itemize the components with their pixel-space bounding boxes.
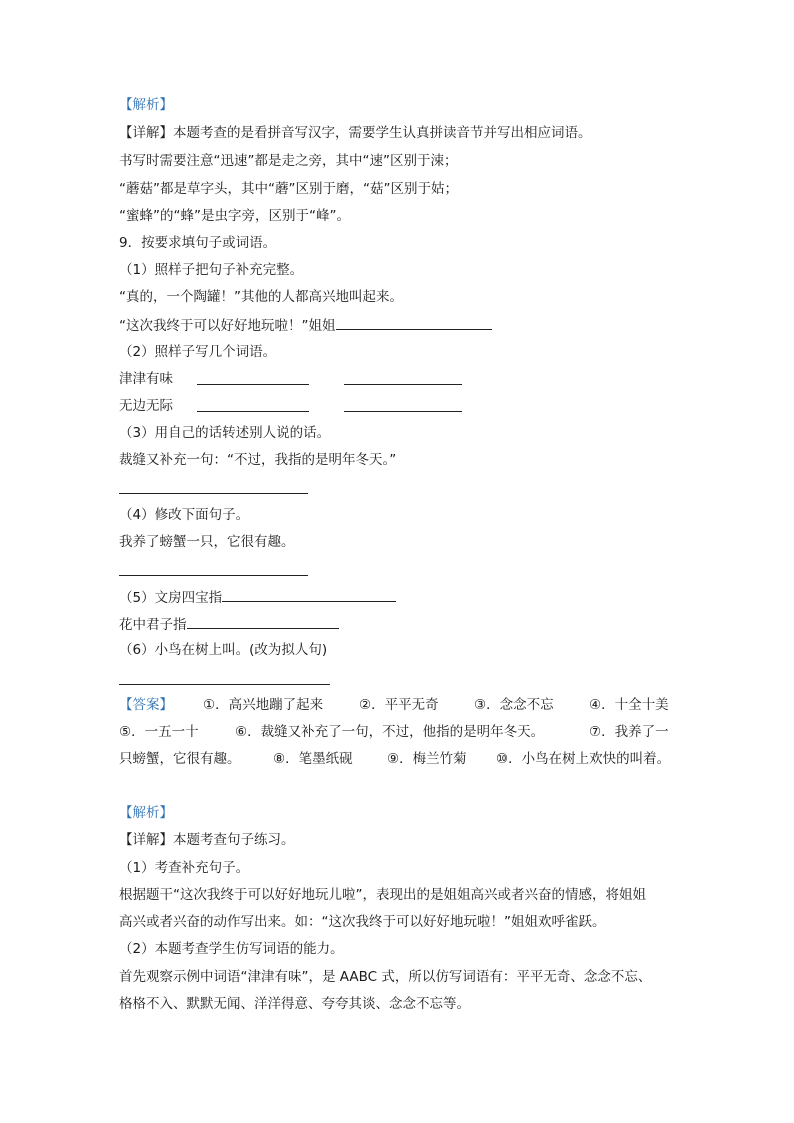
q9-example-1: “真的，一个陶罐！”其他的人都高兴地叫起来。	[119, 289, 403, 305]
q9-example-2-text: “这次我终于可以好好地玩啦！”姐姐	[119, 318, 336, 334]
q9-part-5b	[119, 614, 339, 634]
q9-part-1: （1）照样子把句子补充完整。	[119, 262, 304, 278]
analysis-heading-2: 【解析】	[119, 805, 173, 821]
q9-sentence-4: 我养了螃蟹一只，它很有趣。	[119, 534, 295, 550]
answer-label: 【答案】	[119, 697, 173, 713]
answer-8: ⑧．笔墨纸砚	[273, 751, 353, 767]
analysis-text-1: 根据题干“这次我终于可以好好地玩儿啦”，表现出的是姐姐高兴或者兴奋的情感，将姐姐	[119, 887, 646, 903]
answer-blank	[197, 384, 309, 385]
answer-10: ⑩．小鸟在树上欢快的叫着。	[496, 751, 671, 767]
answer-blank	[222, 587, 396, 602]
analysis-line-1: 书写时需要注意“迅速”都是走之旁，其中“速”区别于涑；	[119, 153, 458, 169]
q9-part-5b-text: 花中君子指	[119, 617, 187, 633]
answer-5: ⑤．一五一十	[119, 724, 199, 740]
analysis-part-1: （1）考查补充句子。	[119, 860, 250, 876]
q9-part-5a-text: （5）文房四宝指	[119, 590, 223, 606]
answer-7: ⑦．我养了一	[589, 724, 669, 740]
answer-blank	[344, 411, 462, 412]
analysis-heading: 【解析】	[119, 97, 173, 113]
q9-word-2: 无边无际	[119, 398, 173, 414]
detail-text-2: 【详解】本题考查句子练习。	[119, 832, 295, 848]
answer-1: ①．高兴地蹦了起来	[203, 697, 324, 713]
answer-blank	[119, 684, 330, 685]
q9-part-3: （3）用自己的话转述别人说的话。	[119, 425, 331, 441]
answer-2: ②．平平无奇	[359, 697, 439, 713]
q9-part-4: （4）修改下面句子。	[119, 507, 250, 523]
answer-4: ④．十全十美	[589, 697, 669, 713]
q9-example-2	[119, 315, 492, 335]
q9-part-5a	[119, 587, 396, 607]
analysis-line-3: “蜜蜂”的“蜂”是虫字旁，区别于“峰”。	[119, 208, 350, 224]
question-9-title: 9．按要求填句子或词语。	[119, 235, 277, 251]
answer-blank	[119, 575, 308, 576]
q9-sentence-3: 裁缝又补充一句：“不过，我指的是明年冬天。”	[119, 452, 397, 468]
q9-part-6: （6）小鸟在树上叫。(改为拟人句)	[119, 642, 328, 658]
answer-blank	[336, 315, 492, 330]
answer-3: ③．念念不忘	[474, 697, 554, 713]
analysis-text-3: 首先观察示例中词语“津津有味”，是 AABC 式，所以仿写词语有：平平无奇、念念不忘、	[119, 969, 652, 985]
answer-blank	[187, 614, 339, 629]
answer-7-continued: 只螃蟹，它很有趣。	[119, 751, 241, 767]
q9-word-1: 津津有味	[119, 371, 173, 387]
analysis-text-2: 高兴或者兴奋的动作写出来。如：“这次我终于可以好好地玩啦！”姐姐欢呼雀跃。	[119, 914, 606, 930]
answer-blank	[197, 411, 309, 412]
answer-blank	[344, 384, 462, 385]
analysis-text-4: 格格不入、默默无闻、洋洋得意、夸夸其谈、念念不忘等。	[119, 996, 470, 1012]
answer-blank	[119, 493, 308, 494]
analysis-line-2: “蘑菇”都是草字头，其中“蘑”区别于磨，“菇”区别于姑；	[119, 181, 458, 197]
q9-part-2: （2）照样子写几个词语。	[119, 344, 277, 360]
analysis-part-2: （2）本题考查学生仿写词语的能力。	[119, 941, 344, 957]
detail-text: 【详解】本题考查的是看拼音写汉字，需要学生认真拼读音节并写出相应词语。	[119, 125, 592, 141]
answer-6: ⑥．裁缝又补充了一句，不过，他指的是明年冬天。	[235, 724, 545, 740]
answer-9: ⑨．梅兰竹菊	[387, 751, 467, 767]
